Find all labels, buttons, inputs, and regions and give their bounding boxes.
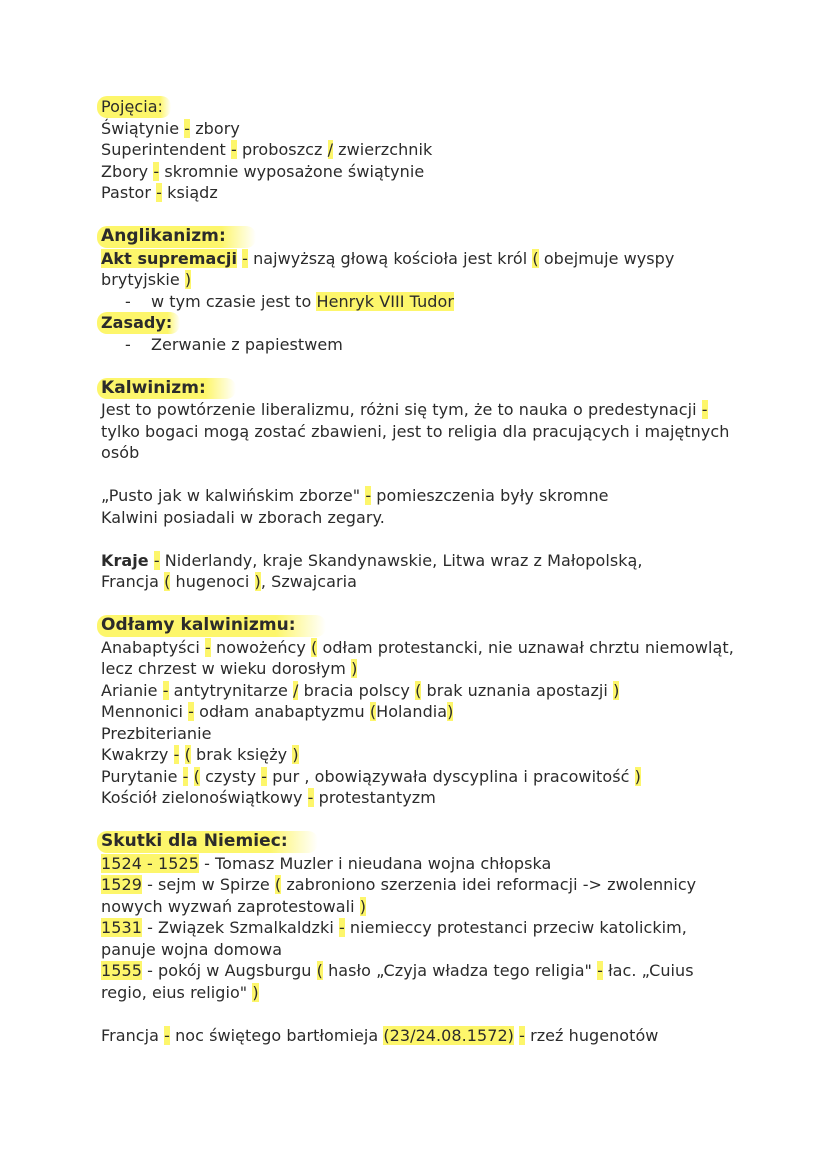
notes-page <box>101 96 741 1046</box>
odlam-item: Kościół zielonoświątkowy - protestantyzm <box>101 788 436 807</box>
heading-odlamy: Odłamy kalwinizmu: <box>97 615 326 637</box>
pojecia-item: Zbory - skromnie wyposażone świątynie <box>101 161 425 181</box>
skutki-event: 1524 - 1525 - Tomasz Muzler i nieudana wojna chłopska <box>101 853 552 873</box>
bullet-item: - Zerwanie z papiestwem <box>125 334 343 354</box>
pojecia-item: Świątynie - zbory <box>101 118 240 138</box>
skutki-event: 1529 - sejm w Spirze ( zabroniono szerzenia idei reformacji -> zwolennicy nowych wyzwań zaprotestowali ) <box>101 875 697 916</box>
odlam-item: Anabaptyści - nowożeńcy ( odłam protestancki, nie uznawał chrztu niemowląt, lecz chrzest w wieku dorosłym ) <box>101 637 734 678</box>
heading-skutki: Skutki dla Niemiec: <box>97 831 318 853</box>
kalwinizm-paragraph: Jest to powtórzenie liberalizmu, różni się tym, że to nauka o predestynacji - tylko bogaci mogą zostać zbawieni, jest to religia dla pracujących i majętnych osób <box>101 400 730 462</box>
skutki-event: 1531 - Związek Szmalkaldzki - niemieccy protestanci przeciw katolickim, panuje wojna domowa <box>101 918 687 959</box>
pojecia-item: Superintendent - proboszcz / zwierzchnik <box>101 140 433 159</box>
akt-supremacji: Akt supremacji - najwyższą głową kościoła jest król ( obejmuje wyspy brytyjskie ) <box>101 248 675 289</box>
skutki-event: 1555 - pokój w Augsburgu ( hasło „Czyja władza tego religia" - łac. „Cuius regio, eius religio" ) <box>101 961 694 1002</box>
bullet-item: - w tym czasie jest to Henryk VIII Tudor <box>125 291 454 311</box>
odlam-item: Purytanie - ( czysty - pur , obowiązywała dyscyplina i pracowitość ) <box>101 766 641 786</box>
odlam-item: Kwakrzy - ( brak księży ) <box>101 745 299 764</box>
kalwinizm-quote: „Pusto jak w kalwińskim zborze" - pomieszczenia były skromne <box>101 486 609 505</box>
odlam-item: Arianie - antytrynitarze / bracia polscy ( brak uznania apostazji ) <box>101 680 620 700</box>
kalwinizm-zegary: Kalwini posiadali w zborach zegary. <box>101 507 385 527</box>
francja-line: Francja - noc świętego bartłomieja (23/24.08.1572) - rzeź hugenotów <box>101 1025 659 1045</box>
kalwinizm-kraje: Kraje - Niderlandy, kraje Skandynawskie, Litwa wraz z Małopolską, Francja ( hugenoci ), Szwajcaria <box>101 550 643 591</box>
heading-kalwinizm: Kalwinizm: <box>97 378 236 400</box>
heading-anglikanizm: Anglikanizm: <box>97 226 256 248</box>
odlam-item: Prezbiterianie <box>101 723 212 743</box>
heading-zasady: Zasady: <box>97 312 180 334</box>
pojecia-item: Pastor - ksiądz <box>101 183 218 202</box>
odlam-item: Mennonici - odłam anabaptyzmu (Holandia) <box>101 702 454 721</box>
heading-pojecia: Pojęcia: <box>97 96 171 118</box>
